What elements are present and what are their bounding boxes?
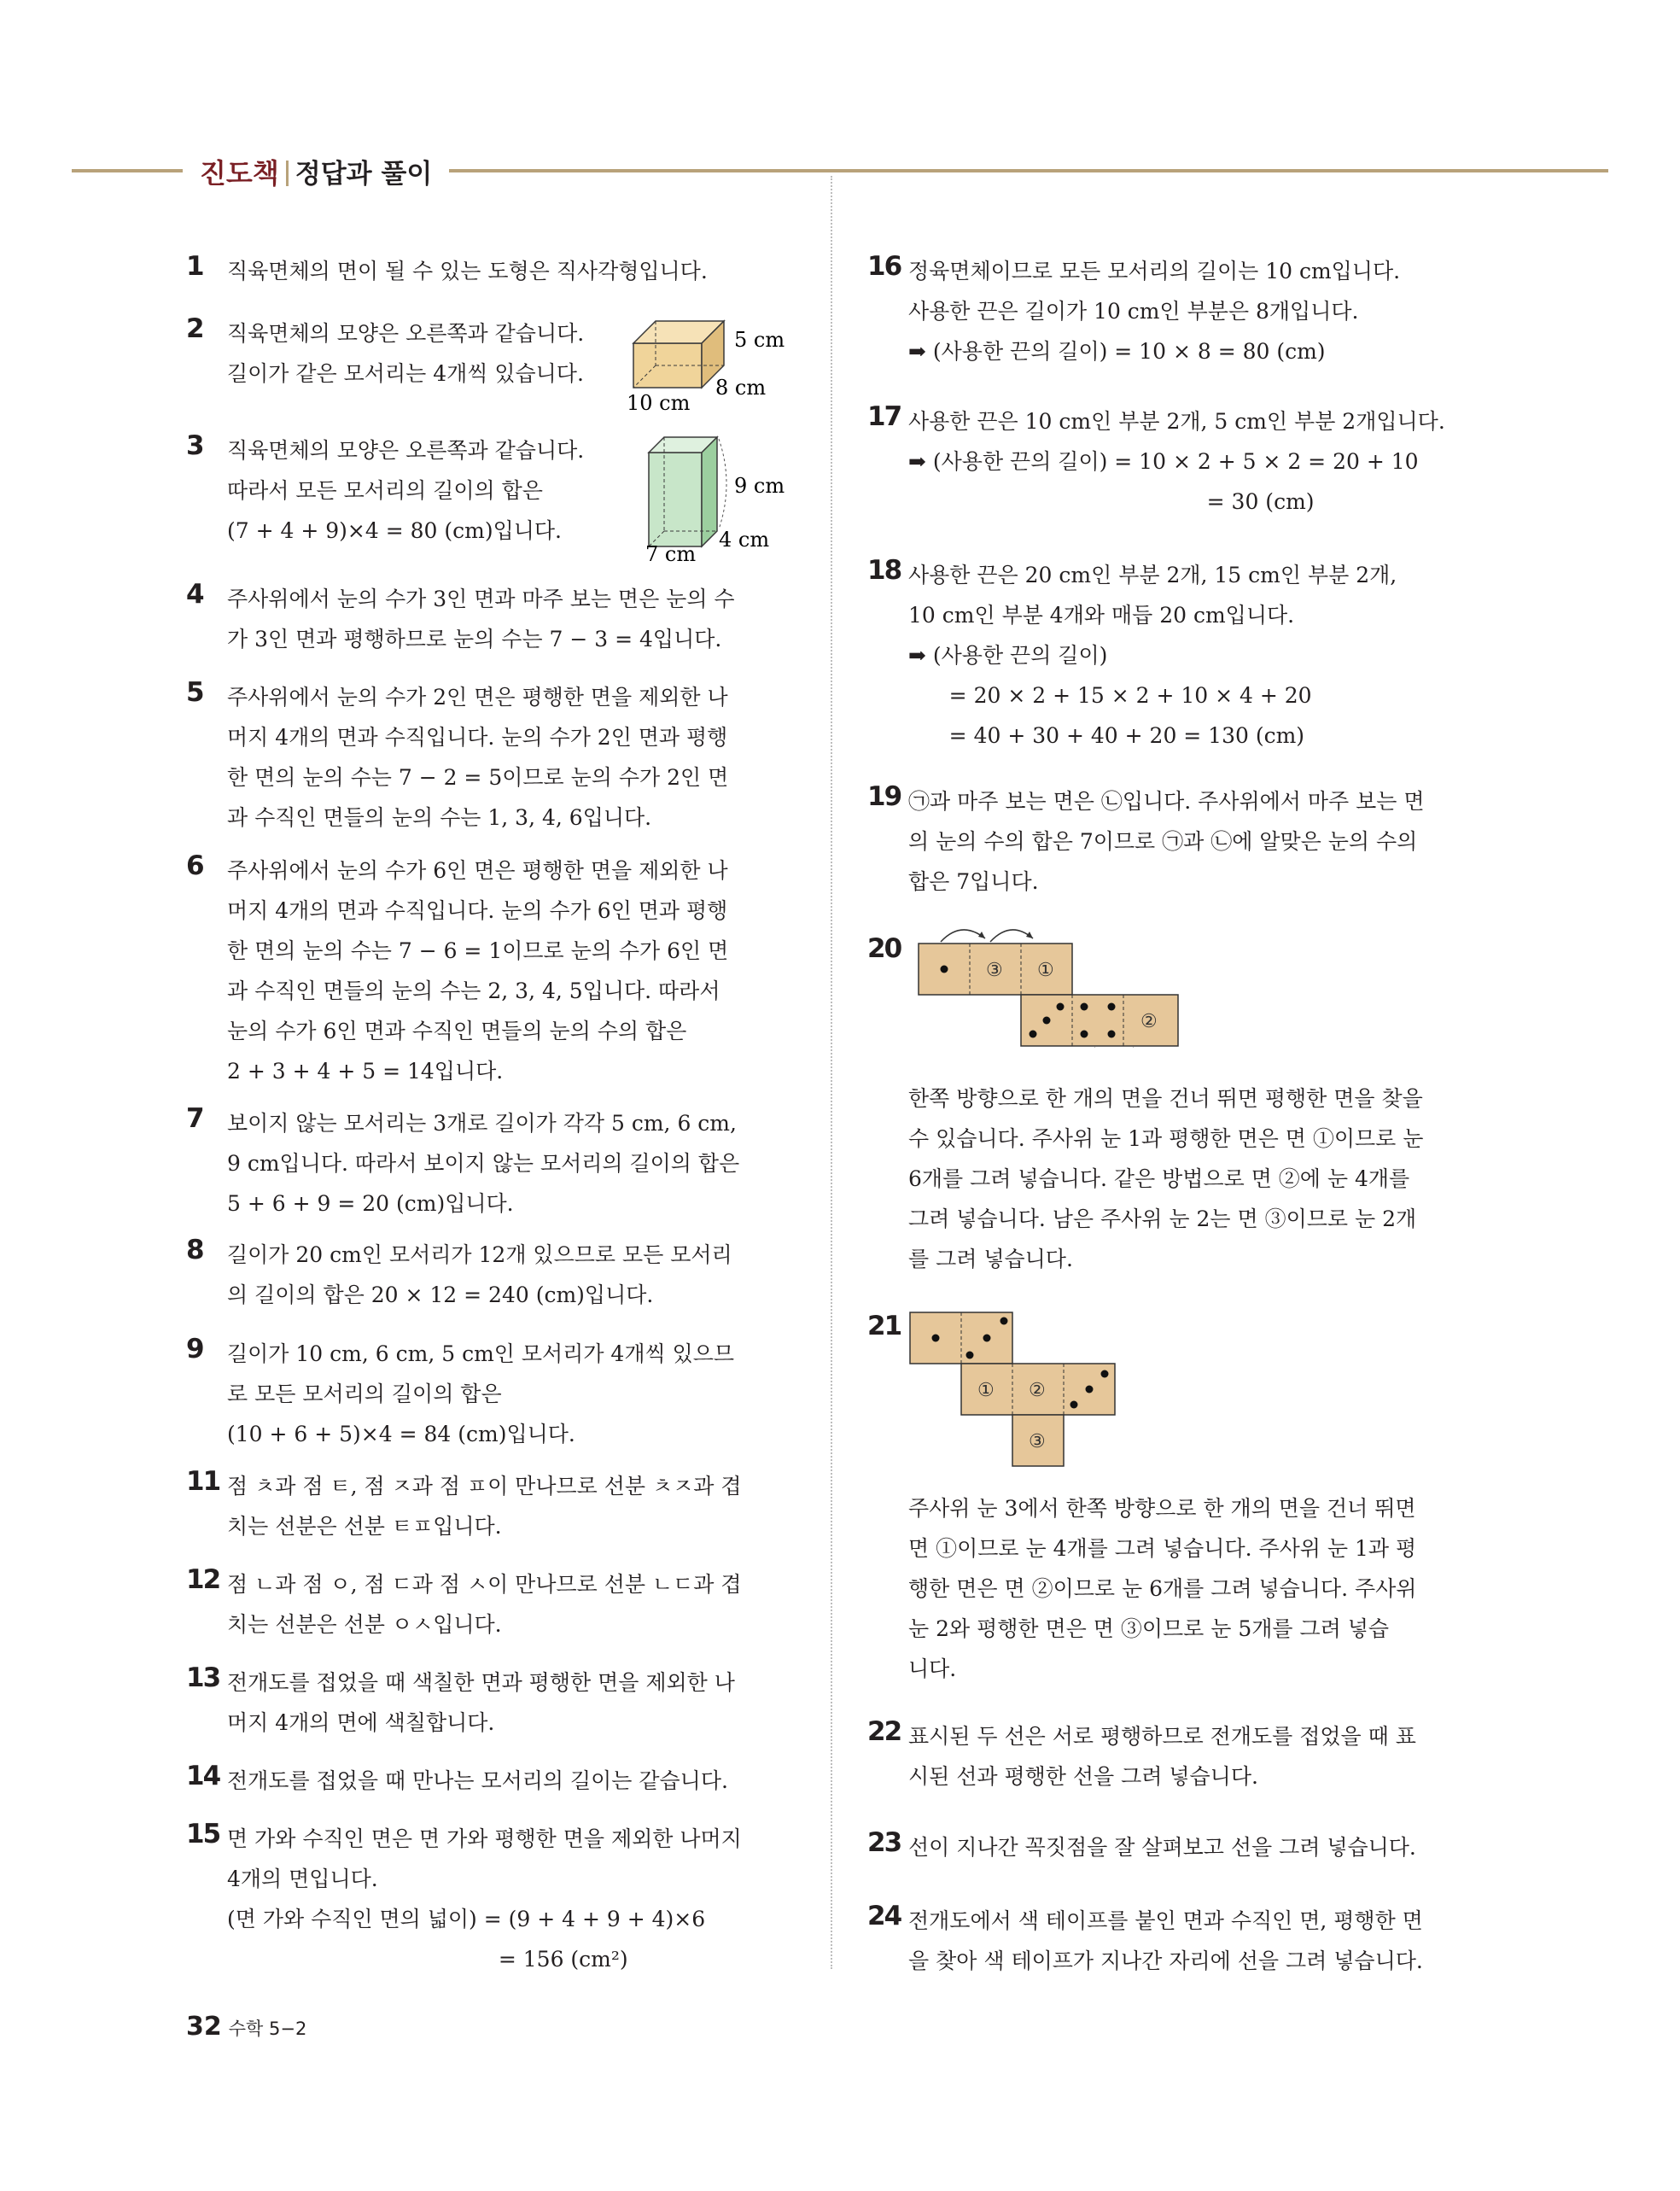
header-rule-left <box>72 169 183 172</box>
answer-number: 20 <box>867 933 901 964</box>
answer-number: 14 <box>186 1761 220 1791</box>
answer-number: 15 <box>186 1819 220 1849</box>
answer-text <box>227 1564 978 1645</box>
answer-line: 사용한 끈은 10 cm인 부분 2개, 5 cm인 부분 2개입니다. <box>908 409 1445 434</box>
dim-arc <box>719 439 726 529</box>
answer-line: = 156 (cm²) <box>227 1947 628 1972</box>
answer-line: 주사위에서 눈의 수가 2인 면은 평행한 면을 제외한 나 <box>227 685 728 710</box>
answer-text <box>908 1827 1489 1867</box>
answer-line: ➡ (사용한 끈의 길이) = 10 × 2 + 5 × 2 = 20 + 10 <box>908 449 1419 474</box>
dim-height-label: 9 cm <box>734 474 785 498</box>
answer-line: 그려 넣습니다. 남은 주사위 눈 2는 면 ③이므로 눈 2개 <box>908 1207 1417 1231</box>
answer-line: 길이가 같은 모서리는 4개씩 있습니다. <box>227 361 584 386</box>
answer-number: 24 <box>867 1901 901 1931</box>
answer-line: 사용한 끈은 길이가 10 cm인 부분은 8개입니다. <box>908 299 1359 324</box>
answer-number: 18 <box>867 555 901 586</box>
answer-line: 과 수직인 면들의 눈의 수는 2, 3, 4, 5입니다. 따라서 <box>227 979 720 1003</box>
face-label-1: ① <box>977 1380 995 1401</box>
answer-line: 전개도에서 색 테이프를 붙인 면과 수직인 면, 평행한 면 <box>908 1908 1423 1933</box>
answer-line: 주사위에서 눈의 수가 6인 면은 평행한 면을 제외한 나 <box>227 858 728 883</box>
answer-text <box>227 1819 978 1979</box>
answer-number: 2 <box>186 313 203 344</box>
face-label-1: ① <box>1037 960 1054 981</box>
answer-line: 2 + 3 + 4 + 5 = 14입니다. <box>227 1059 504 1084</box>
answer-number: 4 <box>186 579 203 610</box>
answer-line: (10 + 6 + 5)×4 = 84 (cm)입니다. <box>227 1422 575 1446</box>
pip <box>1081 1003 1088 1011</box>
answer-number: 21 <box>867 1311 901 1341</box>
answer-text <box>908 781 1489 902</box>
answer-line: 주사위 눈 3에서 한쪽 방향으로 한 개의 면을 건너 뛰면 <box>908 1496 1416 1521</box>
answer-line: 치는 선분은 선분 ㅇㅅ입니다. <box>227 1612 502 1637</box>
answer-line: 9 cm입니다. 따라서 보이지 않는 모서리의 길이의 합은 <box>227 1151 740 1176</box>
header-title-section: 정답과 풀이 <box>295 159 433 190</box>
answer-line: 합은 7입니다. <box>908 869 1039 894</box>
answer-number: 23 <box>867 1827 901 1858</box>
answer-number: 3 <box>186 430 203 461</box>
answer-line: 정육면체이므로 모든 모서리의 길이는 10 cm입니다. <box>908 259 1401 283</box>
answer-text <box>227 1235 978 1315</box>
answer-line: ➡ (사용한 끈의 길이) <box>908 643 1108 668</box>
answer-text <box>227 677 978 838</box>
answer-line: 행한 면은 면 ②이므로 눈 6개를 그려 넣습니다. 주사위 <box>908 1576 1417 1601</box>
answer-line: 한쪽 방향으로 한 개의 면을 건너 뛰면 평행한 면을 찾을 <box>908 1086 1423 1111</box>
answer-line: 의 눈의 수의 합은 7이므로 ㉠과 ㉡에 알맞은 눈의 수의 <box>908 829 1418 854</box>
answer-line: 니다. <box>908 1656 957 1681</box>
answer-line: 점 ㅊ과 점 ㅌ, 점 ㅈ과 점 ㅍ이 만나므로 선분 ㅊㅈ과 겹 <box>227 1474 742 1499</box>
answer-line: 수 있습니다. 주사위 눈 1과 평행한 면은 면 ①이므로 눈 <box>908 1126 1424 1151</box>
answer-text <box>227 1103 978 1224</box>
face-label-3: ③ <box>986 960 1003 981</box>
dim-depth-label: 8 cm <box>715 376 767 400</box>
pip <box>1030 1031 1037 1038</box>
dim-height-label: 5 cm <box>734 328 785 352</box>
answer-line: 를 그려 넣습니다. <box>908 1247 1073 1271</box>
answer-line: 전개도를 접었을 때 만나는 모서리의 길이는 같습니다. <box>227 1768 728 1793</box>
dim-depth-label: 4 cm <box>719 528 770 552</box>
answer-line: 면 가와 수직인 면은 면 가와 평행한 면을 제외한 나머지 <box>227 1826 742 1851</box>
answer-line: 면 ①이므로 눈 4개를 그려 넣습니다. 주사위 눈 1과 평 <box>908 1536 1417 1561</box>
answer-text <box>908 555 1489 756</box>
page-number: 32 <box>186 2012 222 2042</box>
skip-arrow-1 <box>941 930 985 942</box>
answer-number: 12 <box>186 1564 220 1595</box>
answer-line: 머지 4개의 면과 수직입니다. 눈의 수가 2인 면과 평행 <box>227 725 728 750</box>
answer-line: 직육면체의 모양은 오른쪽과 같습니다. <box>227 321 585 346</box>
answer-line: = 30 (cm) <box>908 489 1315 514</box>
dim-width-label: 7 cm <box>645 542 697 564</box>
answer-line: 가 3인 면과 평행하므로 눈의 수는 7 − 3 = 4입니다. <box>227 627 722 651</box>
answer-line: 머지 4개의 면과 수직입니다. 눈의 수가 6인 면과 평행 <box>227 898 728 923</box>
answer-line: (7 + 4 + 9)×4 = 80 (cm)입니다. <box>227 518 562 543</box>
answer-line: 시된 선과 평행한 선을 그려 넣습니다. <box>908 1764 1258 1789</box>
answer-line: 과 수직인 면들의 눈의 수는 1, 3, 4, 6입니다. <box>227 805 652 830</box>
answer-text <box>227 579 978 659</box>
cuboid-side-face <box>702 437 717 546</box>
answer-number: 5 <box>186 677 203 708</box>
pip <box>1043 1017 1051 1025</box>
pip <box>1108 1003 1116 1011</box>
answer-text <box>227 1662 978 1743</box>
answer-text <box>227 850 978 1091</box>
answer-text <box>908 251 1489 371</box>
pip <box>1057 1003 1065 1011</box>
answer-line: 점 ㄴ과 점 ㅇ, 점 ㄷ과 점 ㅅ이 만나므로 선분 ㄴㄷ과 겹 <box>227 1572 742 1597</box>
answer-text <box>908 1078 1489 1279</box>
page-header <box>72 152 1608 190</box>
answer-line: 주사위에서 눈의 수가 3인 면과 마주 보는 면은 눈의 수 <box>227 587 735 611</box>
answer-line: 치는 선분은 선분 ㅌㅍ입니다. <box>227 1514 502 1539</box>
pip <box>983 1335 991 1342</box>
answer-line: 10 cm인 부분 4개와 매듭 20 cm입니다. <box>908 603 1295 628</box>
answer-number: 17 <box>867 401 901 432</box>
answer-text <box>908 1901 1489 1981</box>
pip <box>1070 1401 1078 1409</box>
face-label-2: ② <box>1140 1011 1158 1032</box>
answer-line: = 40 + 30 + 40 + 20 = 130 (cm) <box>908 723 1305 748</box>
answer-line: 길이가 20 cm인 모서리가 12개 있으므로 모든 모서리 <box>227 1242 732 1267</box>
answer-number: 16 <box>867 251 901 282</box>
pip <box>966 1352 974 1359</box>
face-label-3: ③ <box>1029 1431 1046 1452</box>
answer-number: 22 <box>867 1716 901 1747</box>
answer-line: ➡ (사용한 끈의 길이) = 10 × 8 = 80 (cm) <box>908 339 1326 364</box>
answer-line: 한 면의 눈의 수는 7 − 6 = 1이므로 눈의 수가 6인 면 <box>227 938 729 963</box>
answer-text <box>227 1761 978 1801</box>
answer-line: 따라서 모든 모서리의 길이의 합은 <box>227 478 543 503</box>
arrowhead <box>1026 932 1033 938</box>
answer-text <box>908 401 1489 522</box>
answer-line: 직육면체의 면이 될 수 있는 도형은 직사각형입니다. <box>227 259 708 283</box>
answer-number: 19 <box>867 781 901 812</box>
answer-number: 8 <box>186 1235 203 1265</box>
answer-text <box>227 313 978 394</box>
answer-line: 을 찾아 색 테이프가 지나간 자리에 선을 그려 넣습니다. <box>908 1949 1423 1973</box>
answer-line: 로 모든 모서리의 길이의 합은 <box>227 1382 502 1406</box>
answer-line: 5 + 6 + 9 = 20 (cm)입니다. <box>227 1191 514 1216</box>
answer-line: 선이 지나간 꼭짓점을 잘 살펴보고 선을 그려 넣습니다. <box>908 1835 1416 1860</box>
pip <box>932 1335 940 1342</box>
answer-number: 9 <box>186 1334 203 1364</box>
answer-number: 1 <box>186 251 203 282</box>
answer-line: ㉠과 마주 보는 면은 ㉡입니다. 주사위에서 마주 보는 면 <box>908 789 1425 814</box>
page-footer <box>186 2012 306 2042</box>
pip <box>1086 1386 1094 1393</box>
pip <box>1101 1370 1109 1378</box>
answer-text <box>227 251 978 291</box>
answer-text <box>227 1466 978 1546</box>
answer-number: 7 <box>186 1103 203 1134</box>
dice-net-21 <box>908 1311 1130 1473</box>
header-title <box>200 152 432 191</box>
answer-number: 6 <box>186 850 203 881</box>
cuboid-front-face <box>649 453 702 546</box>
answer-text <box>227 430 978 551</box>
header-rule-right <box>449 169 1608 172</box>
answer-line: 4개의 면입니다. <box>227 1867 378 1891</box>
answer-line: 사용한 끈은 20 cm인 부분 2개, 15 cm인 부분 2개, <box>908 563 1397 587</box>
answer-line: (면 가와 수직인 면의 넓이) = (9 + 4 + 9 + 4)×6 <box>227 1907 706 1931</box>
answer-line: 6개를 그려 넣습니다. 같은 방법으로 면 ②에 눈 4개를 <box>908 1166 1410 1191</box>
pip <box>941 966 948 973</box>
dice-net-20 <box>908 920 1181 1048</box>
answer-line: 의 길이의 합은 20 × 12 = 240 (cm)입니다. <box>227 1282 654 1307</box>
skip-arrow-2 <box>990 930 1033 942</box>
pip <box>1000 1318 1008 1325</box>
answer-text <box>908 1716 1489 1797</box>
pip <box>1108 1031 1116 1038</box>
answer-line: 길이가 10 cm, 6 cm, 5 cm인 모서리가 4개씩 있으므 <box>227 1341 735 1366</box>
answer-line: 직육면체의 모양은 오른쪽과 같습니다. <box>227 438 585 463</box>
answer-line: 눈 2와 평행한 면은 면 ③이므로 눈 5개를 그려 넣습 <box>908 1616 1390 1641</box>
header-divider <box>286 161 289 186</box>
answer-line: 표시된 두 선은 서로 평행하므로 전개도를 접었을 때 표 <box>908 1724 1416 1749</box>
cuboid-figure-3 <box>640 427 811 564</box>
book-title: 수학 5−2 <box>228 2019 307 2039</box>
answer-line: 전개도를 접었을 때 색칠한 면과 평행한 면을 제외한 나 <box>227 1670 735 1695</box>
pip <box>1081 1031 1088 1038</box>
answer-number: 11 <box>186 1466 220 1497</box>
answer-number: 13 <box>186 1662 220 1693</box>
face-label-2: ② <box>1029 1380 1046 1401</box>
header-title-book: 진도책 <box>200 157 279 190</box>
answer-line: = 20 × 2 + 15 × 2 + 10 × 4 + 20 <box>908 683 1312 708</box>
answer-line: 머지 4개의 면에 색칠합니다. <box>227 1710 495 1735</box>
answer-text <box>908 1488 1489 1689</box>
answer-line: 눈의 수가 6인 면과 수직인 면들의 눈의 수의 합은 <box>227 1019 687 1043</box>
dim-width-label: 10 cm <box>627 391 691 412</box>
answer-line: 보이지 않는 모서리는 3개로 길이가 각각 5 cm, 6 cm, <box>227 1111 737 1136</box>
cuboid-figure-2 <box>623 309 802 412</box>
answer-text <box>227 1334 978 1454</box>
answer-line: 한 면의 눈의 수는 7 − 2 = 5이므로 눈의 수가 2인 면 <box>227 765 729 790</box>
